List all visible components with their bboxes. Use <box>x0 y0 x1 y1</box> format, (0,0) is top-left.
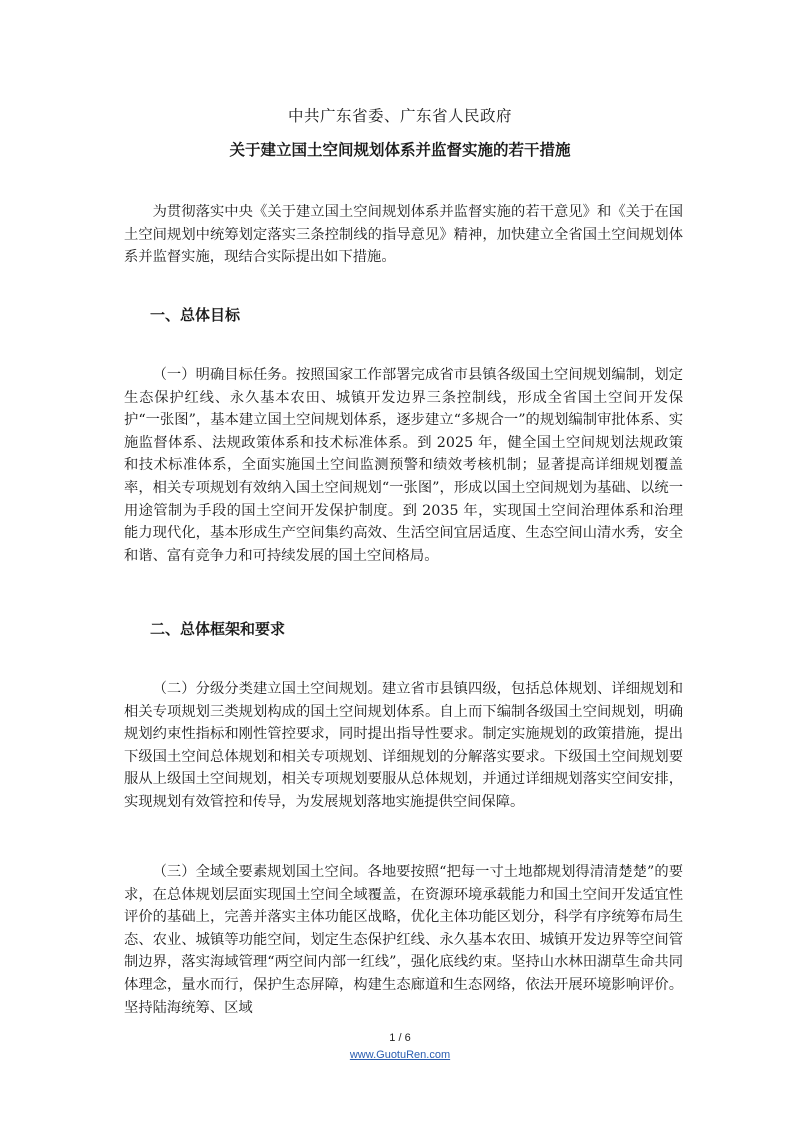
website-link[interactable]: www.GuotuRen.com <box>349 1049 451 1061</box>
paragraph-1: （一）明确目标任务。按照国家工作部署完成省市县镇各级国土空间规划编制，划定生态保护红线、永久基本农田、城镇开发边界三条控制线，形成全省国土空间开发保护“一张图”，基本建立国土空间规划体系，逐步建立“多规合一”的规划编制审批体系、实施监督体系、法规政策体系和技术标准体系。到 2025 年，健全国土空间规划法规政策和技术标准体系，全面实施国土空间监测预警和绩效考核机制；显著提高详细规划覆盖率，相关专项规划有效纳入国土空间规划“一张图”，形成以国土空间规划为基础、以统一用途管制为手段的国土空间开发保护制度。到 2035 年，实现国土空间治理体系和治理能力现代化，基本形成生产空间集约高效、生活空间宜居适度、生态空间山清水秀，安全和谐、富有竞争力和可持续发展的国土空间格局。 <box>124 367 683 564</box>
paragraph-3: （三）全域全要素规划国土空间。各地要按照“把每一寸土地都规划得清清楚楚”的要求，在总体规划层面实现国土空间全域覆盖，在资源环境承载能力和国土空间开发适宜性评价的基础上，完善并落实主体功能区战略，优化主体功能区划分，科学有序统筹布局生态、农业、城镇等功能空间，划定生态保护红线、永久基本农田、城镇开发边界等空间管制边界，落实海域管理“两空间内部一红线”，强化底线约束。坚持山水林田湖草生命共同体理念，量水而行，保护生态屏障，构建生态廊道和生态网络，依法开展环境影响评价。坚持陆海统筹、区域 <box>124 864 683 1016</box>
footer-website <box>0 1049 800 1061</box>
section-heading-1: 一、总体目标 <box>150 306 241 324</box>
intro-paragraph: 为贯彻落实中央《关于建立国土空间规划体系并监督实施的若干意见》和《关于在国土空间规划中统筹划定落实三条控制线的指导意见》精神，加快建立全省国土空间规划体系并监督实施，现结合实际提出如下措施。 <box>124 204 683 266</box>
document-title: 关于建立国土空间规划体系并监督实施的若干措施 <box>229 141 571 159</box>
section-heading-2: 二、总体框架和要求 <box>150 620 286 638</box>
page-number: 1 / 6 <box>389 1032 411 1044</box>
paragraph-2: （二）分级分类建立国土空间规划。建立省市县镇四级，包括总体规划、详细规划和相关专项规划三类规划构成的国土空间规划体系。自上而下编制各级国土空间规划，明确规划约束性指标和刚性管控要求，同时提出指导性要求。制定实施规划的政策措施，提出下级国土空间总体规划和相关专项规划、详细规划的分解落实要求。下级国土空间规划要服从上级国土空间规划，相关专项规划要服从总体规划，并通过详细规划落实空间安排，实现规划有效管控和传导，为发展规划落地实施提供空间保障。 <box>124 681 683 810</box>
document-issuer: 中共广东省委、广东省人民政府 <box>287 107 512 125</box>
